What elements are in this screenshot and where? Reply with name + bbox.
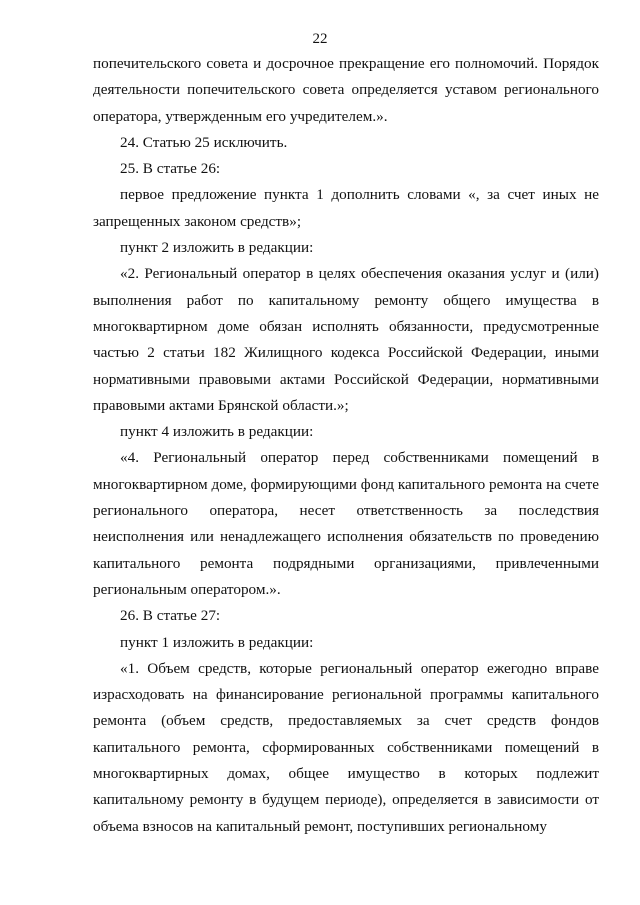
paragraph-point-1-text: «1. Объем средств, которые региональный оператор ежегодно вправе израсходовать на финансирование региональной программы капитального ремонта (объем средств, предоставляемых за счет средств фондов капитального ремонта, сформированных собственниками помещений в многоквартирных домах, общее имущество в которых подлежит капитальному ремонту в будущем периоде), определяется в зависимости от объема взносов на капитальный ремонт, поступивших региональному <box>93 659 599 835</box>
paragraph-continuation: попечительского совета и досрочное прекращение его полномочий. Порядок деятельности попечительского совета определяется уставом регионального оператора, утвержденным его учредителем.». <box>93 55 599 125</box>
page-number: 22 <box>312 31 328 47</box>
paragraph-point-1-intro: пункт 1 изложить в редакции: <box>120 633 314 651</box>
paragraph-item-25: 25. В статье 26: <box>120 160 221 178</box>
paragraph-item-26: 26. В статье 27: <box>120 607 221 625</box>
paragraph-point-2-intro: пункт 2 изложить в редакции: <box>120 239 314 257</box>
paragraph-item-24: 24. Статью 25 исключить. <box>120 133 288 151</box>
paragraph-point-4-text: «4. Региональный оператор перед собственниками помещений в многоквартирном доме, формирующими фонд капитального ремонта на счете регионального оператора, несет ответственность за последствия неисполнения или ненадлежащего исполнения обязательств по проведению капитального ремонта подрядными организациями, привлеченными региональным оператором.». <box>93 449 599 598</box>
paragraph-point-4-intro: пункт 4 изложить в редакции: <box>120 423 314 441</box>
paragraph-point-2-text: «2. Региональный оператор в целях обеспечения оказания услуг и (или) выполнения работ по капитальному ремонту общего имущества в многоквартирном доме обязан исполнять обязанности, предусмотренные частью 2 статьи 182 Жилищного кодекса Российской Федерации, иными нормативными правовыми актами Российской Федерации, нормативными правовыми актами Брянской области.»; <box>93 265 599 414</box>
document-body <box>93 51 599 840</box>
paragraph-first-sentence-amendment: первое предложение пункта 1 дополнить словами «, за счет иных не запрещенных законом средств»; <box>93 186 599 230</box>
